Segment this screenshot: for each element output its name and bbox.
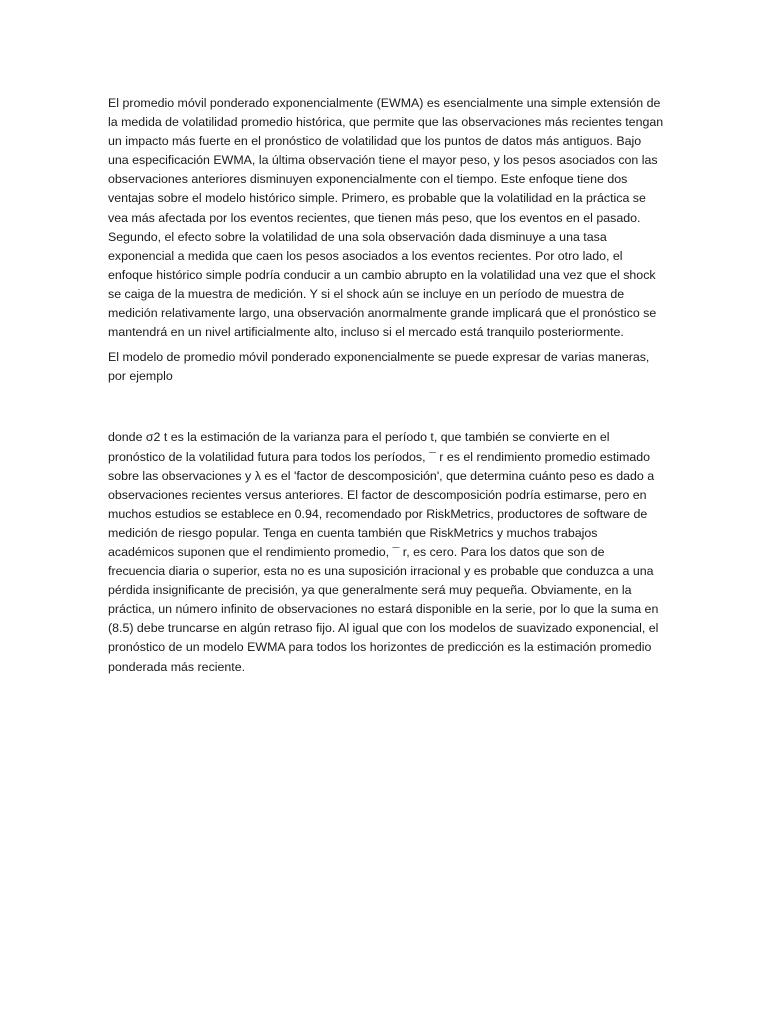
document-body	[108, 94, 664, 677]
paragraph-ewma-explanation: donde σ2 t es la estimación de la varianza para el período t, que también se convierte en el pronóstico de la volatilidad futura para todos los períodos, ¯ r es el rendimiento promedio estimado sobre las observaciones y λ es el 'factor de descomposición', que determina cuánto peso es dado a observaciones recientes versus anteriores. El factor de descomposición podría estimarse, pero en muchos estudios se establece en 0.94, recomendado por RiskMetrics, productores de software de medición de riesgo popular. Tenga en cuenta también que RiskMetrics y muchos trabajos académicos suponen que el rendimiento promedio, ¯ r, es cero. Para los datos que son de frecuencia diaria o superior, esta no es una suposición irracional y es probable que conduzca a una pérdida insignificante de precisión, ya que generalmente será muy pequeña. Obviamente, en la práctica, un número infinito de observaciones no estará disponible en la serie, por lo que la suma en (8.5) debe truncarse en algún retraso fijo. Al igual que con los modelos de suavizado exponencial, el pronóstico de un modelo EWMA para todos los horizontes de predicción es la estimación promedio ponderada más reciente.	[108, 430, 659, 674]
paragraph-ewma-intro: El promedio móvil ponderado exponencialmente (EWMA) es esencialmente una simple extensión de la medida de volatilidad promedio histórica, que permite que las observaciones más recientes tengan un impacto más fuerte en el pronóstico de volatilidad que los puntos de datos más antiguos. Bajo una especificación EWMA, la última observación tiene el mayor peso, y los pesos asociados con las observaciones anteriores disminuyen exponencialmente con el tiempo. Este enfoque tiene dos ventajas sobre el modelo histórico simple. Primero, es probable que la volatilidad en la práctica se vea más afectada por los eventos recientes, que tienen más peso, que los eventos en el pasado. Segundo, el efecto sobre la volatilidad de una sola observación dada disminuye a una tasa exponencial a medida que caen los pesos asociados a los eventos recientes. Por otro lado, el enfoque histórico simple podría conducir a un cambio abrupto en la volatilidad una vez que el shock se caiga de la muestra de medición. Y si el shock aún se incluye en un período de muestra de medición relativamente largo, una observación anormalmente grande implicará que el pronóstico se mantendrá en un nivel artificialmente alto, incluso si el mercado está tranquilo posteriormente.	[108, 96, 664, 340]
paragraph-ewma-model: El modelo de promedio móvil ponderado exponencialmente se puede expresar de varias maneras, por ejemplo	[108, 350, 650, 384]
